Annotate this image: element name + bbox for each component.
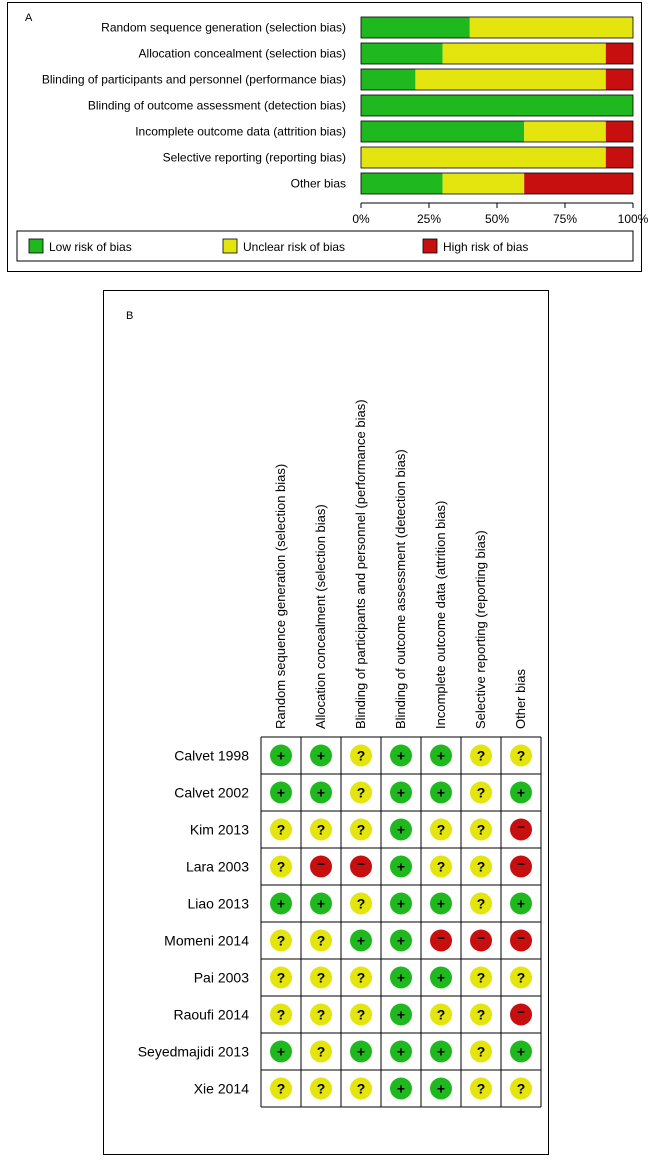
bar-segment-unclear (470, 17, 633, 38)
bar-segment-unclear (443, 43, 606, 64)
rating-symbol-unclear: ? (356, 747, 366, 764)
x-tick-label: 25% (416, 212, 442, 226)
rating-symbol-high: − (317, 856, 325, 872)
legend-label-low: Low risk of bias (49, 240, 132, 254)
rating-symbol-unclear: ? (476, 1006, 486, 1023)
x-tick-label: 50% (484, 212, 510, 226)
bar-segment-low (361, 95, 633, 116)
bar-segment-high (606, 43, 633, 64)
rating-symbol-unclear: ? (356, 1080, 366, 1097)
rating-symbol-low: + (396, 1006, 406, 1023)
rating-symbol-low: + (396, 932, 406, 949)
bar-segment-low (361, 69, 415, 90)
rating-symbol-unclear: ? (476, 821, 486, 838)
column-header: Allocation concealment (selection bias) (313, 504, 328, 729)
rating-symbol-unclear: ? (356, 969, 366, 986)
bar-segment-high (524, 173, 633, 194)
rating-symbol-low: + (396, 858, 406, 875)
rating-symbol-unclear: ? (436, 821, 446, 838)
rating-symbol-unclear: ? (276, 969, 286, 986)
legend-swatch-unclear (223, 239, 237, 253)
rating-symbol-low: + (436, 895, 446, 912)
bar-segment-high (606, 147, 633, 168)
bar-segment-high (606, 69, 633, 90)
risk-of-bias-summary-bar-chart (8, 3, 649, 271)
rating-symbol-unclear: ? (276, 821, 286, 838)
rating-symbol-unclear: ? (276, 858, 286, 875)
rating-symbol-low: + (316, 784, 326, 801)
rating-symbol-low: + (436, 784, 446, 801)
rating-symbol-high: − (517, 856, 525, 872)
rating-symbol-low: + (396, 784, 406, 801)
rating-symbol-low: + (436, 747, 446, 764)
bar-segment-low (361, 43, 443, 64)
study-label: Calvet 2002 (174, 784, 249, 801)
category-label: Other bias (290, 176, 346, 191)
category-label: Random sequence generation (selection bias) (101, 20, 346, 35)
category-label: Allocation concealment (selection bias) (138, 46, 346, 61)
rating-symbol-low: + (436, 1080, 446, 1097)
bar-segment-low (361, 173, 443, 194)
study-label: Pai 2003 (193, 969, 249, 986)
rating-symbol-low: + (516, 1043, 526, 1060)
rating-symbol-unclear: ? (476, 895, 486, 912)
study-label: Calvet 1998 (174, 747, 249, 764)
category-label: Selective reporting (reporting bias) (162, 150, 346, 165)
rating-symbol-unclear: ? (476, 858, 486, 875)
rating-symbol-high: − (477, 930, 485, 946)
rating-symbol-low: + (316, 895, 326, 912)
rating-symbol-low: + (356, 932, 366, 949)
study-label: Raoufi 2014 (173, 1006, 249, 1023)
rating-symbol-unclear: ? (276, 932, 286, 949)
study-label: Xie 2014 (193, 1080, 249, 1097)
rating-symbol-high: − (517, 819, 525, 835)
rating-symbol-unclear: ? (516, 969, 526, 986)
bar-segment-low (361, 121, 524, 142)
rating-symbol-unclear: ? (356, 895, 366, 912)
category-label: Blinding of outcome assessment (detection bias) (87, 98, 346, 113)
legend-label-high: High risk of bias (443, 240, 529, 254)
x-tick-label: 100% (617, 212, 649, 226)
rating-symbol-low: + (356, 1043, 366, 1060)
rating-symbol-low: + (276, 1043, 286, 1060)
risk-of-bias-graph-table (104, 291, 548, 1154)
rating-symbol-unclear: ? (316, 932, 326, 949)
panel-b (103, 290, 549, 1155)
rating-symbol-unclear: ? (476, 784, 486, 801)
column-header: Other bias (513, 669, 528, 729)
rating-symbol-unclear: ? (436, 1006, 446, 1023)
rating-symbol-low: + (516, 784, 526, 801)
rating-symbol-low: + (316, 747, 326, 764)
category-label: Blinding of participants and personnel (performance bias) (41, 72, 346, 87)
bar-segment-unclear (443, 173, 525, 194)
rating-symbol-unclear: ? (476, 1043, 486, 1060)
bar-segment-unclear (415, 69, 605, 90)
x-tick-label: 0% (352, 212, 370, 226)
rating-symbol-low: + (396, 821, 406, 838)
rating-symbol-low: + (396, 1043, 406, 1060)
column-header: Blinding of participants and personnel (performance bias) (353, 399, 368, 729)
column-header: Selective reporting (reporting bias) (473, 530, 488, 729)
rating-symbol-unclear: ? (356, 1006, 366, 1023)
rating-symbol-low: + (276, 747, 286, 764)
rating-symbol-high: − (517, 930, 525, 946)
rating-symbol-low: + (396, 895, 406, 912)
rating-symbol-unclear: ? (316, 1006, 326, 1023)
study-label: Seyedmajidi 2013 (137, 1043, 249, 1060)
rating-symbol-high: − (517, 1004, 525, 1020)
rating-symbol-unclear: ? (356, 784, 366, 801)
rating-symbol-unclear: ? (476, 969, 486, 986)
bar-segment-low (361, 17, 470, 38)
rating-symbol-low: + (276, 784, 286, 801)
panel-a (7, 2, 649, 272)
rating-symbol-unclear: ? (516, 1080, 526, 1097)
legend-label-unclear: Unclear risk of bias (243, 240, 346, 254)
study-label: Momeni 2014 (164, 932, 249, 949)
rating-symbol-unclear: ? (516, 747, 526, 764)
rating-symbol-unclear: ? (276, 1006, 286, 1023)
x-tick-label: 75% (552, 212, 578, 226)
rating-symbol-high: − (357, 856, 365, 872)
study-label: Lara 2003 (185, 858, 249, 875)
rating-symbol-low: + (436, 969, 446, 986)
study-label: Liao 2013 (187, 895, 249, 912)
rating-symbol-low: + (276, 895, 286, 912)
bar-segment-unclear (361, 147, 606, 168)
column-header: Random sequence generation (selection bias) (273, 463, 288, 729)
rating-symbol-high: − (437, 930, 445, 946)
rating-symbol-low: + (516, 895, 526, 912)
rating-symbol-low: + (396, 747, 406, 764)
column-header: Incomplete outcome data (attrition bias) (433, 500, 448, 729)
rating-symbol-unclear: ? (316, 1043, 326, 1060)
legend-swatch-high (423, 239, 437, 253)
rating-symbol-unclear: ? (276, 1080, 286, 1097)
bar-segment-high (606, 121, 633, 142)
rating-symbol-low: + (396, 1080, 406, 1097)
rating-symbol-unclear: ? (476, 1080, 486, 1097)
rating-symbol-unclear: ? (316, 821, 326, 838)
rating-symbol-unclear: ? (356, 821, 366, 838)
rating-symbol-unclear: ? (436, 858, 446, 875)
panel-a-label: A (25, 12, 33, 24)
bar-segment-unclear (524, 121, 606, 142)
column-header: Blinding of outcome assessment (detection bias) (393, 449, 408, 729)
rating-symbol-unclear: ? (316, 969, 326, 986)
rating-symbol-low: + (436, 1043, 446, 1060)
category-label: Incomplete outcome data (attrition bias) (135, 124, 346, 139)
rating-symbol-unclear: ? (476, 747, 486, 764)
legend-swatch-low (29, 239, 43, 253)
rating-symbol-low: + (396, 969, 406, 986)
rating-symbol-unclear: ? (316, 1080, 326, 1097)
panel-b-label: B (126, 310, 134, 322)
study-label: Kim 2013 (189, 821, 249, 838)
